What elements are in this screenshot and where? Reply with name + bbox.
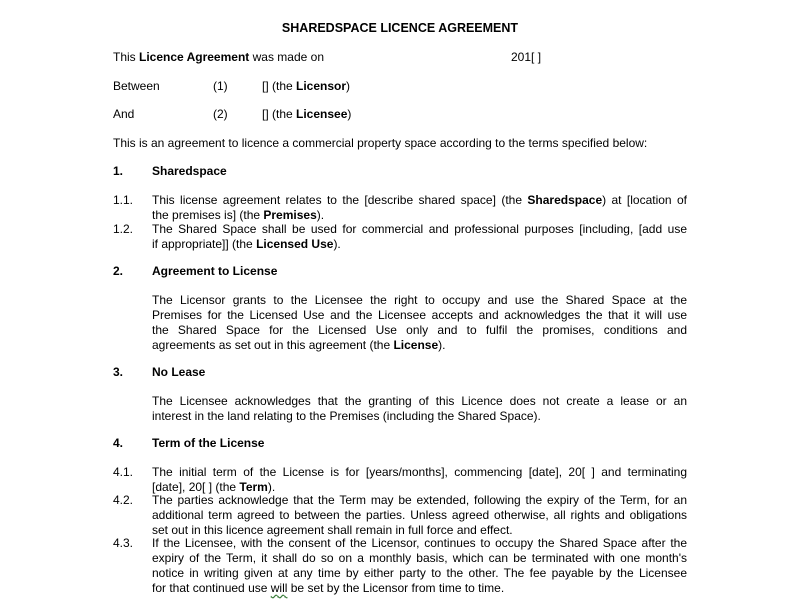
clause-4-2-number: 4.2.: [113, 493, 134, 507]
clause-4-1-number: 4.1.: [113, 465, 134, 479]
party-number-1: (1): [213, 79, 228, 93]
text-run: This license agreement relates to the [describe shared space] (the: [152, 193, 528, 207]
paragraph-line: The Licensor grants to the Licensee the right to occupy and use the Shared Space at the: [152, 293, 687, 307]
party-label-between: Between: [113, 79, 160, 93]
section-1-heading: Sharedspace: [152, 164, 227, 178]
section-3-number: 3.: [113, 365, 124, 379]
party-suffix: ): [347, 107, 352, 121]
clause-1-2-number: 1.2.: [113, 222, 134, 236]
clause-4-3-number: 4.3.: [113, 536, 134, 550]
party-suffix: ): [346, 79, 351, 93]
clause-line: If the Licensee, with the consent of the Licensor, continues to occupy the Shared Space after the: [152, 536, 687, 550]
section-4-number: 4.: [113, 436, 124, 450]
party-licensee: [262, 107, 351, 122]
party-label-and: And: [113, 107, 135, 121]
section-3-paragraph: [152, 394, 687, 424]
party-bold: Licensor: [296, 79, 347, 93]
defined-term: Licensed Use: [256, 237, 334, 251]
clause-1-1-number: 1.1.: [113, 193, 134, 207]
paragraph-line: the Shared Space for the Licensed Use only and to fulfil the promises, conditions and: [152, 323, 687, 337]
clause-line: The parties acknowledge that the Term may be extended, following the expiry of the Term, for an: [152, 493, 687, 507]
clause-line: The initial term of the License is for [years/months], commencing [date], 20[ ] and terminating: [152, 465, 687, 479]
party-bold: Licensee: [296, 107, 348, 121]
party-prefix: [] (the: [262, 79, 297, 93]
clause-line: [152, 193, 687, 208]
clause-1-2-text: [152, 222, 687, 252]
text-run: ).: [267, 480, 276, 494]
clause-line: additional term agreed to between the parties. Unless agreed otherwise, all rights and obligations: [152, 508, 687, 522]
text-run: for that continued use: [152, 581, 271, 595]
clause-line: notice in writing given at any time by either party to the other. The fee payable by the Licensee: [152, 566, 687, 580]
defined-term: License: [393, 338, 439, 352]
text-run: ) at [location of: [602, 193, 687, 207]
preamble: This is an agreement to licence a commercial property space according to the terms specified below:: [113, 136, 648, 150]
intro-bold: Licence Agreement: [139, 50, 250, 64]
clause-4-2-text: [152, 493, 687, 538]
paragraph-line: Premises for the Licensed Use and the Licensee accepts and acknowledges the that it will use: [152, 308, 687, 322]
party-licensor: [262, 79, 350, 94]
clause-1-1-text: [152, 193, 687, 223]
paragraph-line: The Licensee acknowledges that the granting of this Licence does not create a lease or an: [152, 394, 687, 408]
paragraph-line: interest in the land relating to the Premises (including the Shared Space).: [152, 409, 541, 423]
section-2-number: 2.: [113, 264, 124, 278]
section-2-paragraph: [152, 293, 687, 353]
text-run: the premises is] (the: [152, 208, 264, 222]
clause-line: The Shared Space shall be used for commercial and professional purposes [including, [add use: [152, 222, 687, 236]
clause-4-3-text: [152, 536, 687, 596]
section-3-heading: No Lease: [152, 365, 206, 379]
text-run: ).: [316, 208, 325, 222]
text-run: agreements as set out in this agreement (the: [152, 338, 394, 352]
clause-line: [152, 581, 687, 596]
section-2-heading: Agreement to License: [152, 264, 278, 278]
text-run: [date], 20[ ] (the: [152, 480, 240, 494]
text-run: if appropriate]] (the: [152, 237, 257, 251]
text-run: be set by the Licensor from time to time.: [287, 581, 505, 595]
spellcheck-flagged-word: will: [270, 581, 288, 595]
defined-term: Term: [239, 480, 268, 494]
clause-4-1-text: [152, 465, 687, 495]
party-number-2: (2): [213, 107, 228, 121]
intro-line: [113, 50, 324, 65]
defined-term: Sharedspace: [527, 193, 603, 207]
clause-line: [152, 237, 687, 252]
intro-date: 201[ ]: [511, 50, 542, 64]
clause-line: expiry of the Term, it shall do so on a monthly basis, which can be terminated with one month's: [152, 551, 687, 565]
document-title: SHAREDSPACE LICENCE AGREEMENT: [281, 21, 519, 35]
paragraph-line: [152, 338, 687, 353]
section-1-number: 1.: [113, 164, 124, 178]
clause-line: set out in this licence agreement shall remain in full force and effect.: [152, 523, 513, 537]
intro-prefix: This: [113, 50, 140, 64]
clause-line: [152, 208, 687, 223]
section-4-heading: Term of the License: [152, 436, 265, 450]
defined-term: Premises: [263, 208, 317, 222]
text-run: ).: [438, 338, 446, 352]
party-prefix: [] (the: [262, 107, 297, 121]
intro-suffix: was made on: [249, 50, 324, 64]
text-run: ).: [333, 237, 341, 251]
